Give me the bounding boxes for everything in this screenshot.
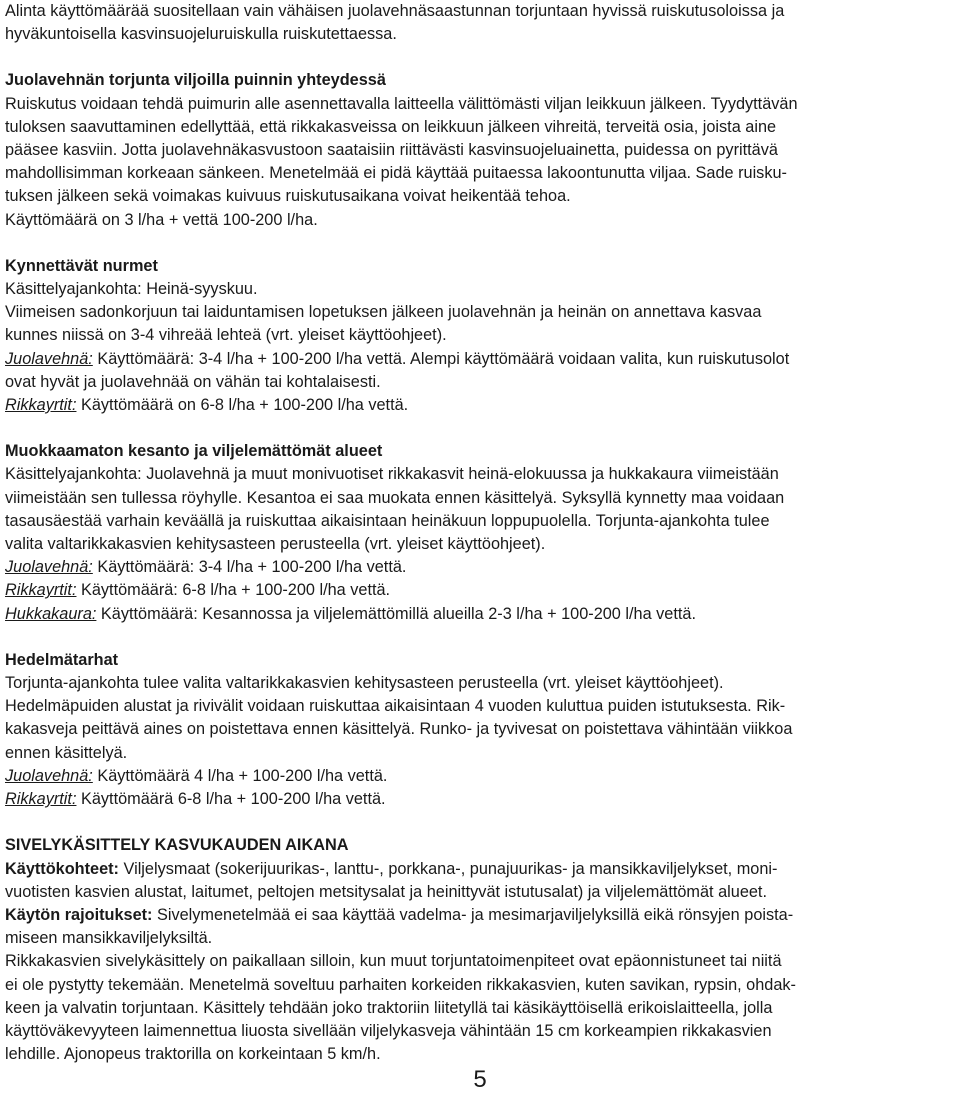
text-line: Käsittelyajankohta: Juolavehnä ja muut monivuotiset rikkakasvit heinä-elokuussa ja hukkakaura viimeistään [5, 465, 779, 484]
dosage-label: Rikkayrtit: [5, 396, 77, 415]
dosage-text: Käyttömäärä 4 l/ha + 100-200 l/ha vettä. [92, 766, 388, 785]
text-line: Ruiskutus voidaan tehdä puimurin alle asennettavalla laitteella välittömästi viljan leikkuun jälkeen. Tyydyttävän [5, 94, 798, 113]
text-line: valita valtarikkakasvien kehitysasteen perusteella (vrt. yleiset käyttöohjeet). [5, 535, 546, 554]
text-line: Alinta käyttömäärää suositellaan vain vähäisen juolavehnäsaastunnan torjuntaan hyvissä ruiskutusoloissa ja [5, 2, 785, 20]
text-line: ennen käsittelyä. [5, 743, 128, 762]
inline-label: Käyttökohteet: [5, 859, 119, 878]
section-heading: SIVELYKÄSITTELY KASVUKAUDEN AIKANA [5, 836, 349, 855]
section-wiping-treatment [5, 834, 953, 1066]
section-heading: Muokkaamaton kesanto ja viljelemättömät alueet [5, 442, 383, 461]
section-fallow [5, 440, 953, 626]
text-line: tasausäestää varhain keväällä ja ruiskuttaa aikaisintaan heinäkuun loppupuolella. Torjunta-ajankohta tulee [5, 511, 770, 530]
dosage-line [5, 348, 953, 371]
text-line: ovat hyvät ja juolavehnää on vähän tai kohtalaisesti. [5, 372, 381, 391]
dosage-label: Rikkayrtit: [5, 581, 77, 600]
text-line: Käsittelyajankohta: Heinä-syyskuu. [5, 280, 258, 299]
section-orchards [5, 649, 953, 811]
section-combine-spraying [5, 69, 953, 231]
inline-text: Viljelysmaat (sokerijuurikas-, lanttu-, porkkana-, punajuurikas- ja mansikkaviljelykset, moni- [118, 859, 778, 878]
inline-text: Sivelymenetelmää ei saa käyttää vadelma- ja mesimarjaviljelyksillä eikä rönsyjen poista- [152, 905, 794, 924]
text-line: Rikkakasvien sivelykäsittely on paikallaan silloin, kun muut torjuntatoimenpiteet ovat epäonnistuneet tai niitä [5, 952, 782, 971]
text-line: kakasveja peittävä aines on poistettava ennen käsittelyä. Runko- ja tyvivesat on poistettava vähintään viikkoa [5, 720, 793, 739]
text-line: vuotisten kasvien alustat, laitumet, peltojen metsitysalat ja heinittyvät istutusalat) ja viljelemättömät alueet. [5, 882, 767, 901]
intro-paragraph [5, 0, 953, 46]
section-plowed-grassland [5, 255, 953, 417]
dosage-label: Rikkayrtit: [5, 790, 77, 809]
text-line: miseen mansikkaviljelyksiltä. [5, 929, 213, 948]
text-line: tuksen jälkeen sekä voimakas kuivuus ruiskutusaikana voivat heikentää tehoa. [5, 187, 571, 206]
dosage-line [5, 788, 953, 811]
section-heading: Juolavehnän torjunta viljoilla puinnin yhteydessä [5, 71, 386, 90]
dosage-line [5, 394, 953, 417]
text-line: Käyttömäärä on 3 l/ha + vettä 100-200 l/ha. [5, 210, 318, 229]
dosage-label: Hukkakaura: [5, 604, 97, 623]
dosage-text: Käyttömäärä: 3-4 l/ha + 100-200 l/ha vettä. [92, 558, 407, 577]
dosage-line [5, 603, 953, 626]
text-line: tuloksen saavuttaminen edellyttää, että rikkakasveissa on leikkuun jälkeen vihreitä, terveitä osia, joista aine [5, 117, 777, 136]
dosage-text: Käyttömäärä: 3-4 l/ha + 100-200 l/ha vettä. Alempi käyttömäärä voidaan valita, kun ruiskutusolot [92, 349, 790, 368]
dosage-label: Juolavehnä: [5, 349, 93, 368]
inline-label: Käytön rajoitukset: [5, 905, 153, 924]
text-line: hyväkuntoisella kasvinsuojeluruiskulla ruiskutettaessa. [5, 25, 397, 44]
section-heading: Kynnettävät nurmet [5, 256, 158, 275]
text-line: Torjunta-ajankohta tulee valita valtarikkakasvien kehitysasteen perusteella (vrt. yleiset käyttöohjeet). [5, 674, 724, 693]
text-line: mahdollisimman korkeaan sänkeen. Menetelmää ei pidä käyttää puitaessa lakoontunutta viljaa. Sade ruisku- [5, 164, 787, 183]
text-line [5, 904, 953, 927]
text-line: ei ole pystytty tekemään. Menetelmä soveltuu parhaiten korkeiden rikkakasvien, kuten savikan, rypsin, ohdak- [5, 975, 796, 994]
text-line: viimeistään sen tullessa röyhylle. Kesantoa ei saa muokata ennen käsittelyä. Syksyllä kynnetty maa voidaan [5, 488, 785, 507]
document-page [5, 0, 953, 1066]
dosage-line [5, 765, 953, 788]
text-line: Viimeisen sadonkorjuun tai laiduntamisen lopetuksen jälkeen juolavehnän ja heinän on annettava kasvaa [5, 303, 762, 322]
dosage-text: Käyttömäärä 6-8 l/ha + 100-200 l/ha vettä. [76, 790, 386, 809]
section-heading: Hedelmätarhat [5, 650, 119, 669]
text-line: kunnes niissä on 3-4 vihreää lehteä (vrt. yleiset käyttöohjeet). [5, 326, 447, 345]
dosage-label: Juolavehnä: [5, 558, 93, 577]
dosage-label: Juolavehnä: [5, 766, 93, 785]
text-line: keen ja valvatin torjuntaan. Käsittely tehdään joko traktoriin liitetyllä tai käsikäyttöisellä erikoislaitteella, jolla [5, 998, 773, 1017]
dosage-text: Käyttömäärä: 6-8 l/ha + 100-200 l/ha vettä. [76, 581, 391, 600]
dosage-line [5, 579, 953, 602]
text-line [5, 858, 953, 881]
dosage-text: Käyttömäärä: Kesannossa ja viljelemättömillä alueilla 2-3 l/ha + 100-200 l/ha vettä. [96, 604, 696, 623]
dosage-line [5, 556, 953, 579]
text-line: pääsee kasviin. Jotta juolavehnäkasvustoon saataisiin riittävästi kasvinsuojeluainetta, puidessa on pyrittävä [5, 141, 778, 160]
page-number: 5 [473, 1066, 487, 1093]
dosage-text: Käyttömäärä on 6-8 l/ha + 100-200 l/ha vettä. [76, 396, 409, 415]
text-line: Hedelmäpuiden alustat ja rivivälit voidaan ruiskuttaa aikaisintaan 4 vuoden kuluttua puiden istutuksesta. Rik- [5, 697, 786, 716]
text-line: käyttöväkevyyteen laimennettua liuosta sivellään viljelykasveja vähintään 15 cm korkeampien rikkakasvien [5, 1021, 772, 1040]
text-line: lehdille. Ajonopeus traktorilla on korkeintaan 5 km/h. [5, 1045, 381, 1064]
